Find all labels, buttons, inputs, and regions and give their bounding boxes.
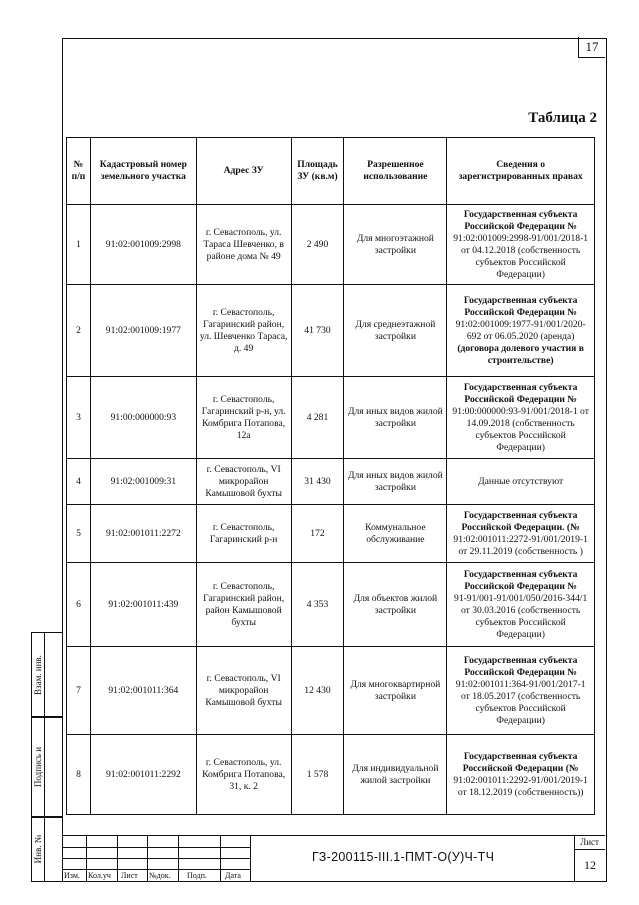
stamp-label: Дата [225, 871, 241, 880]
permitted-use-cell: Для иных видов жилой застройки [344, 459, 447, 505]
rights-details: 91:02:001011:2292-91/001/2019-1 от 18.12.2019 (собственность)) [453, 774, 588, 798]
corner-page-number: 17 [578, 37, 605, 58]
rights-note: (договора долевого участия в строительстве) [457, 342, 584, 366]
rights-details: Данные отсутствуют [478, 475, 564, 487]
area-cell: 12 430 [291, 647, 344, 735]
table-row [67, 505, 595, 563]
permitted-use-cell: Для индивидуальной жилой застройки [344, 735, 447, 815]
cadastral-number-cell: 91:02:001009:31 [90, 459, 196, 505]
table-header-row [67, 138, 595, 205]
table-row [67, 377, 595, 459]
area-cell: 4 281 [291, 377, 344, 459]
table-row [67, 459, 595, 505]
header-cell: Площадь ЗУ (кв.м) [291, 138, 344, 205]
stamp-label: Изм. [64, 871, 80, 880]
rights-cell [447, 205, 595, 285]
cadastral-number-cell: 91:02:001009:2998 [90, 205, 196, 285]
address-cell: г. Севастополь, Гагаринский район, ул. Шевченко Тараса, д. 49 [196, 285, 291, 377]
row-number-cell: 4 [67, 459, 91, 505]
rights-cell [447, 285, 595, 377]
land-plots-table [66, 137, 595, 815]
rights-holder: Государственная субъекта Российской Федерации № [463, 294, 578, 318]
header-cell: Разрешенное использование [344, 138, 447, 205]
rights-holder: Государственная субъекта Российской Федерации № [463, 381, 578, 405]
rights-holder: Государственная субъекта Российской Федерации (№ [462, 750, 579, 774]
rights-details: 91-91/001-91/001/050/2016-344/1 от 30.03.2016 (собственность субъектов Российской Федерации) [454, 592, 588, 640]
area-cell: 41 730 [291, 285, 344, 377]
cadastral-number-cell: 91:02:001011:439 [90, 563, 196, 647]
address-cell: г. Севастополь, Гагаринский р-н, ул. Комбрига Потапова, 12а [196, 377, 291, 459]
rights-holder: Государственная субъекта Российской Федерации № [463, 654, 578, 678]
rights-cell [447, 647, 595, 735]
area-cell: 4 353 [291, 563, 344, 647]
stamp-label: Кол.уч [88, 871, 111, 880]
permitted-use-cell: Для объектов жилой застройки [344, 563, 447, 647]
table-row [67, 563, 595, 647]
address-cell: г. Севастополь, ул. Тараса Шевченко, в районе дома № 49 [196, 205, 291, 285]
area-cell: 172 [291, 505, 344, 563]
rights-details: 91:02:001009:2998-91/001/2018-1 от 04.12.2018 (собственность субъектов Российской Федерации) [453, 232, 589, 280]
permitted-use-cell: Для многоквартирной застройки [344, 647, 447, 735]
permitted-use-cell: Для многоэтажной застройки [344, 205, 447, 285]
permitted-use-cell: Для иных видов жилой застройки [344, 377, 447, 459]
row-number-cell: 3 [67, 377, 91, 459]
stamp-label: Подп. [187, 871, 207, 880]
permitted-use-cell: Коммунальное обслуживание [344, 505, 447, 563]
area-cell: 31 430 [291, 459, 344, 505]
table-row [67, 735, 595, 815]
table-row [67, 285, 595, 377]
cadastral-number-cell: 91:02:001011:2272 [90, 505, 196, 563]
stamp-label: Лист [121, 871, 138, 880]
sheet-number: 12 [584, 858, 596, 872]
cadastral-number-cell: 91:02:001011:364 [90, 647, 196, 735]
rights-cell [447, 377, 595, 459]
side-box-inv-number [31, 816, 63, 882]
rights-details: 91:02:001011:2272-91/001/2019-1 от 29.11.2019 (собственность ) [453, 533, 588, 557]
address-cell: г. Севастополь, Гагаринский р-н [196, 505, 291, 563]
table-row [67, 205, 595, 285]
table-title: Таблица 2 [528, 110, 597, 126]
title-block [62, 835, 605, 881]
rights-details: 91:00:000000:93-91/001/2018-1 от 14.09.2018 (собственность субъектов Российской Федерации) [452, 405, 589, 453]
rights-cell [447, 563, 595, 647]
row-number-cell: 7 [67, 647, 91, 735]
table-row [67, 647, 595, 735]
header-cell: Сведения о зарегистрированных правах [447, 138, 595, 205]
side-label: Подпись и [33, 746, 43, 788]
header-cell: Адрес ЗУ [196, 138, 291, 205]
header-cell: Кадастровый номер земельного участка [90, 138, 196, 205]
row-number-cell: 5 [67, 505, 91, 563]
document-code: ГЗ-200115-III.1-ПМТ-О(У)Ч-ТЧ [312, 850, 495, 864]
rights-details: 91:02:001011:364-91/001/2017-1 от 18.05.2017 (собственность субъектов Российской Федерации) [455, 678, 586, 726]
address-cell: г. Севастополь, ул. Комбрига Потапова, 31, к. 2 [196, 735, 291, 815]
header-cell: № п/п [67, 138, 91, 205]
address-cell: г. Севастополь, VI микрорайон Камышовой бухты [196, 647, 291, 735]
rights-cell [447, 459, 595, 505]
row-number-cell: 1 [67, 205, 91, 285]
rights-cell [447, 735, 595, 815]
rights-cell [447, 505, 595, 563]
side-label: Инв. № [33, 834, 43, 864]
side-box-replace-inv [31, 632, 63, 718]
row-number-cell: 2 [67, 285, 91, 377]
stamp-label: №док. [149, 871, 171, 880]
sheet-label: Лист [580, 837, 599, 847]
rights-holder: Государственная субъекта Российской Федерации № [463, 568, 578, 592]
cadastral-number-cell: 91:02:001011:2292 [90, 735, 196, 815]
side-box-signature [31, 716, 63, 818]
rights-holder: Государственная субъекта Российской Федерации. (№ [461, 509, 580, 533]
row-number-cell: 6 [67, 563, 91, 647]
permitted-use-cell: Для среднеэтажной застройки [344, 285, 447, 377]
row-number-cell: 8 [67, 735, 91, 815]
cadastral-number-cell: 91:00:000000:93 [90, 377, 196, 459]
rights-details: 91:02:001009:1977-91/001/2020-692 от 06.05.2020 (аренда) [455, 318, 586, 342]
side-label: Взам. инв. [33, 655, 43, 695]
cadastral-number-cell: 91:02:001009:1977 [90, 285, 196, 377]
rights-holder: Государственная субъекта Российской Федерации № [463, 208, 578, 232]
address-cell: г. Севастополь, VI микрорайон Камышовой бухты [196, 459, 291, 505]
address-cell: г. Севастополь, Гагаринский район, район Камышовой бухты [196, 563, 291, 647]
area-cell: 2 490 [291, 205, 344, 285]
area-cell: 1 578 [291, 735, 344, 815]
